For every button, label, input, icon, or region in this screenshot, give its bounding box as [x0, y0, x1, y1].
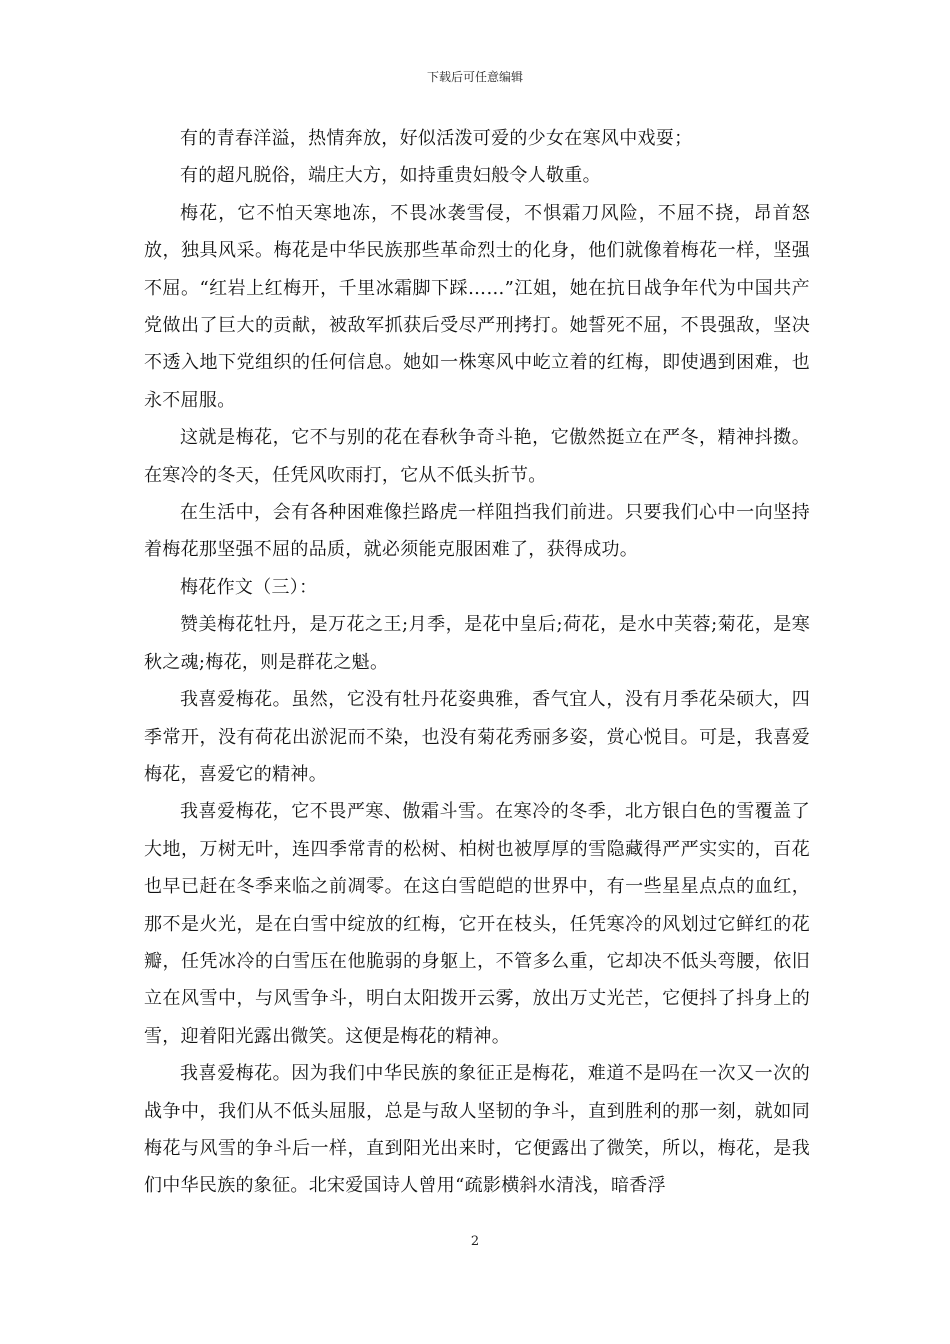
paragraph: 我喜爱梅花。因为我们中华民族的象征正是梅花，难道不是吗在一次又一次的战争中，我们从不低头屈服，总是与敌人坚韧的争斗，直到胜利的那一刻，就如同梅花与风雪的争斗后一样，直到阳光出来时，它便露出了微笑，所以，梅花，是我们中华民族的象征。北宋爱国诗人曾用“疏影横斜水清浅，暗香浮	[144, 1063, 810, 1197]
paragraph: 有的青春洋溢，热情奔放，好似活泼可爱的少女在寒风中戏耍；	[180, 128, 693, 149]
page-header: 下载后可任意编辑	[426, 70, 523, 84]
paragraph: 这就是梅花，它不与别的花在春秋争奇斗艳，它傲然挺立在严冬，精神抖擞。在寒冷的冬天，任凭风吹雨打，它从不低头折节。	[144, 427, 810, 486]
paragraph: 有的超凡脱俗，端庄大方，如持重贵妇般令人敬重。	[180, 165, 601, 187]
document-body	[144, 120, 810, 1205]
paragraph: 我喜爱梅花，它不畏严寒、傲霜斗雪。在寒冷的冬季，北方银白色的雪覆盖了大地，万树无叶，连四季常青的松树、柏树也被厚厚的雪隐藏得严严实实的，百花也早已赶在冬季来临之前凋零。在这白雪皑皑的世界中，有一些星星点点的血红，那不是火光，是在白雪中绽放的红梅，它开在枝头，任凭寒冷的风划过它鲜红的花瓣，任凭冰冷的白雪压在他脆弱的身躯上，不管多么重，它却决不低头弯腰，依旧立在风雪中，与风雪争斗，明白太阳拨开云雾，放出万丈光芒，它便抖了抖身上的雪，迎着阳光露出微笑。这便是梅花的精神。	[144, 801, 810, 1047]
paragraph: 在生活中，会有各种困难像拦路虎一样阻挡我们前进。只要我们心中一向坚持着梅花那坚强不屈的品质，就必须能克服困难了，获得成功。	[144, 502, 810, 561]
page-number: 2	[470, 1234, 480, 1249]
paragraph: 赞美梅花牡丹，是万花之王;月季，是花中皇后;荷花，是水中芙蓉;菊花，是寒秋之魂;梅花，则是群花之魁。	[144, 614, 810, 673]
paragraph: 梅花，它不怕天寒地冻，不畏冰袭雪侵，不惧霜刀风险，不屈不挠，昂首怒放，独具风采。梅花是中华民族那些革命烈士的化身，他们就像着梅花一样，坚强不屈。“红岩上红梅开，千里冰霜脚下踩……”江姐，她在抗日战争年代为中国共产党做出了巨大的贡献，被敌军抓获后受尽严刑拷打。她誓死不屈，不畏强敌，坚决不透入地下党组织的任何信息。她如一株寒风中屹立着的红梅，即使遇到困难，也永不屈服。	[144, 202, 810, 411]
section-title: 梅花作文（三）：	[180, 576, 318, 598]
paragraph: 我喜爱梅花。虽然，它没有牡丹花姿典雅，香气宜人，没有月季花朵硕大，四季常开，没有荷花出淤泥而不染，也没有菊花秀丽多姿，赏心悦目。可是，我喜爱梅花，喜爱它的精神。	[144, 689, 810, 785]
